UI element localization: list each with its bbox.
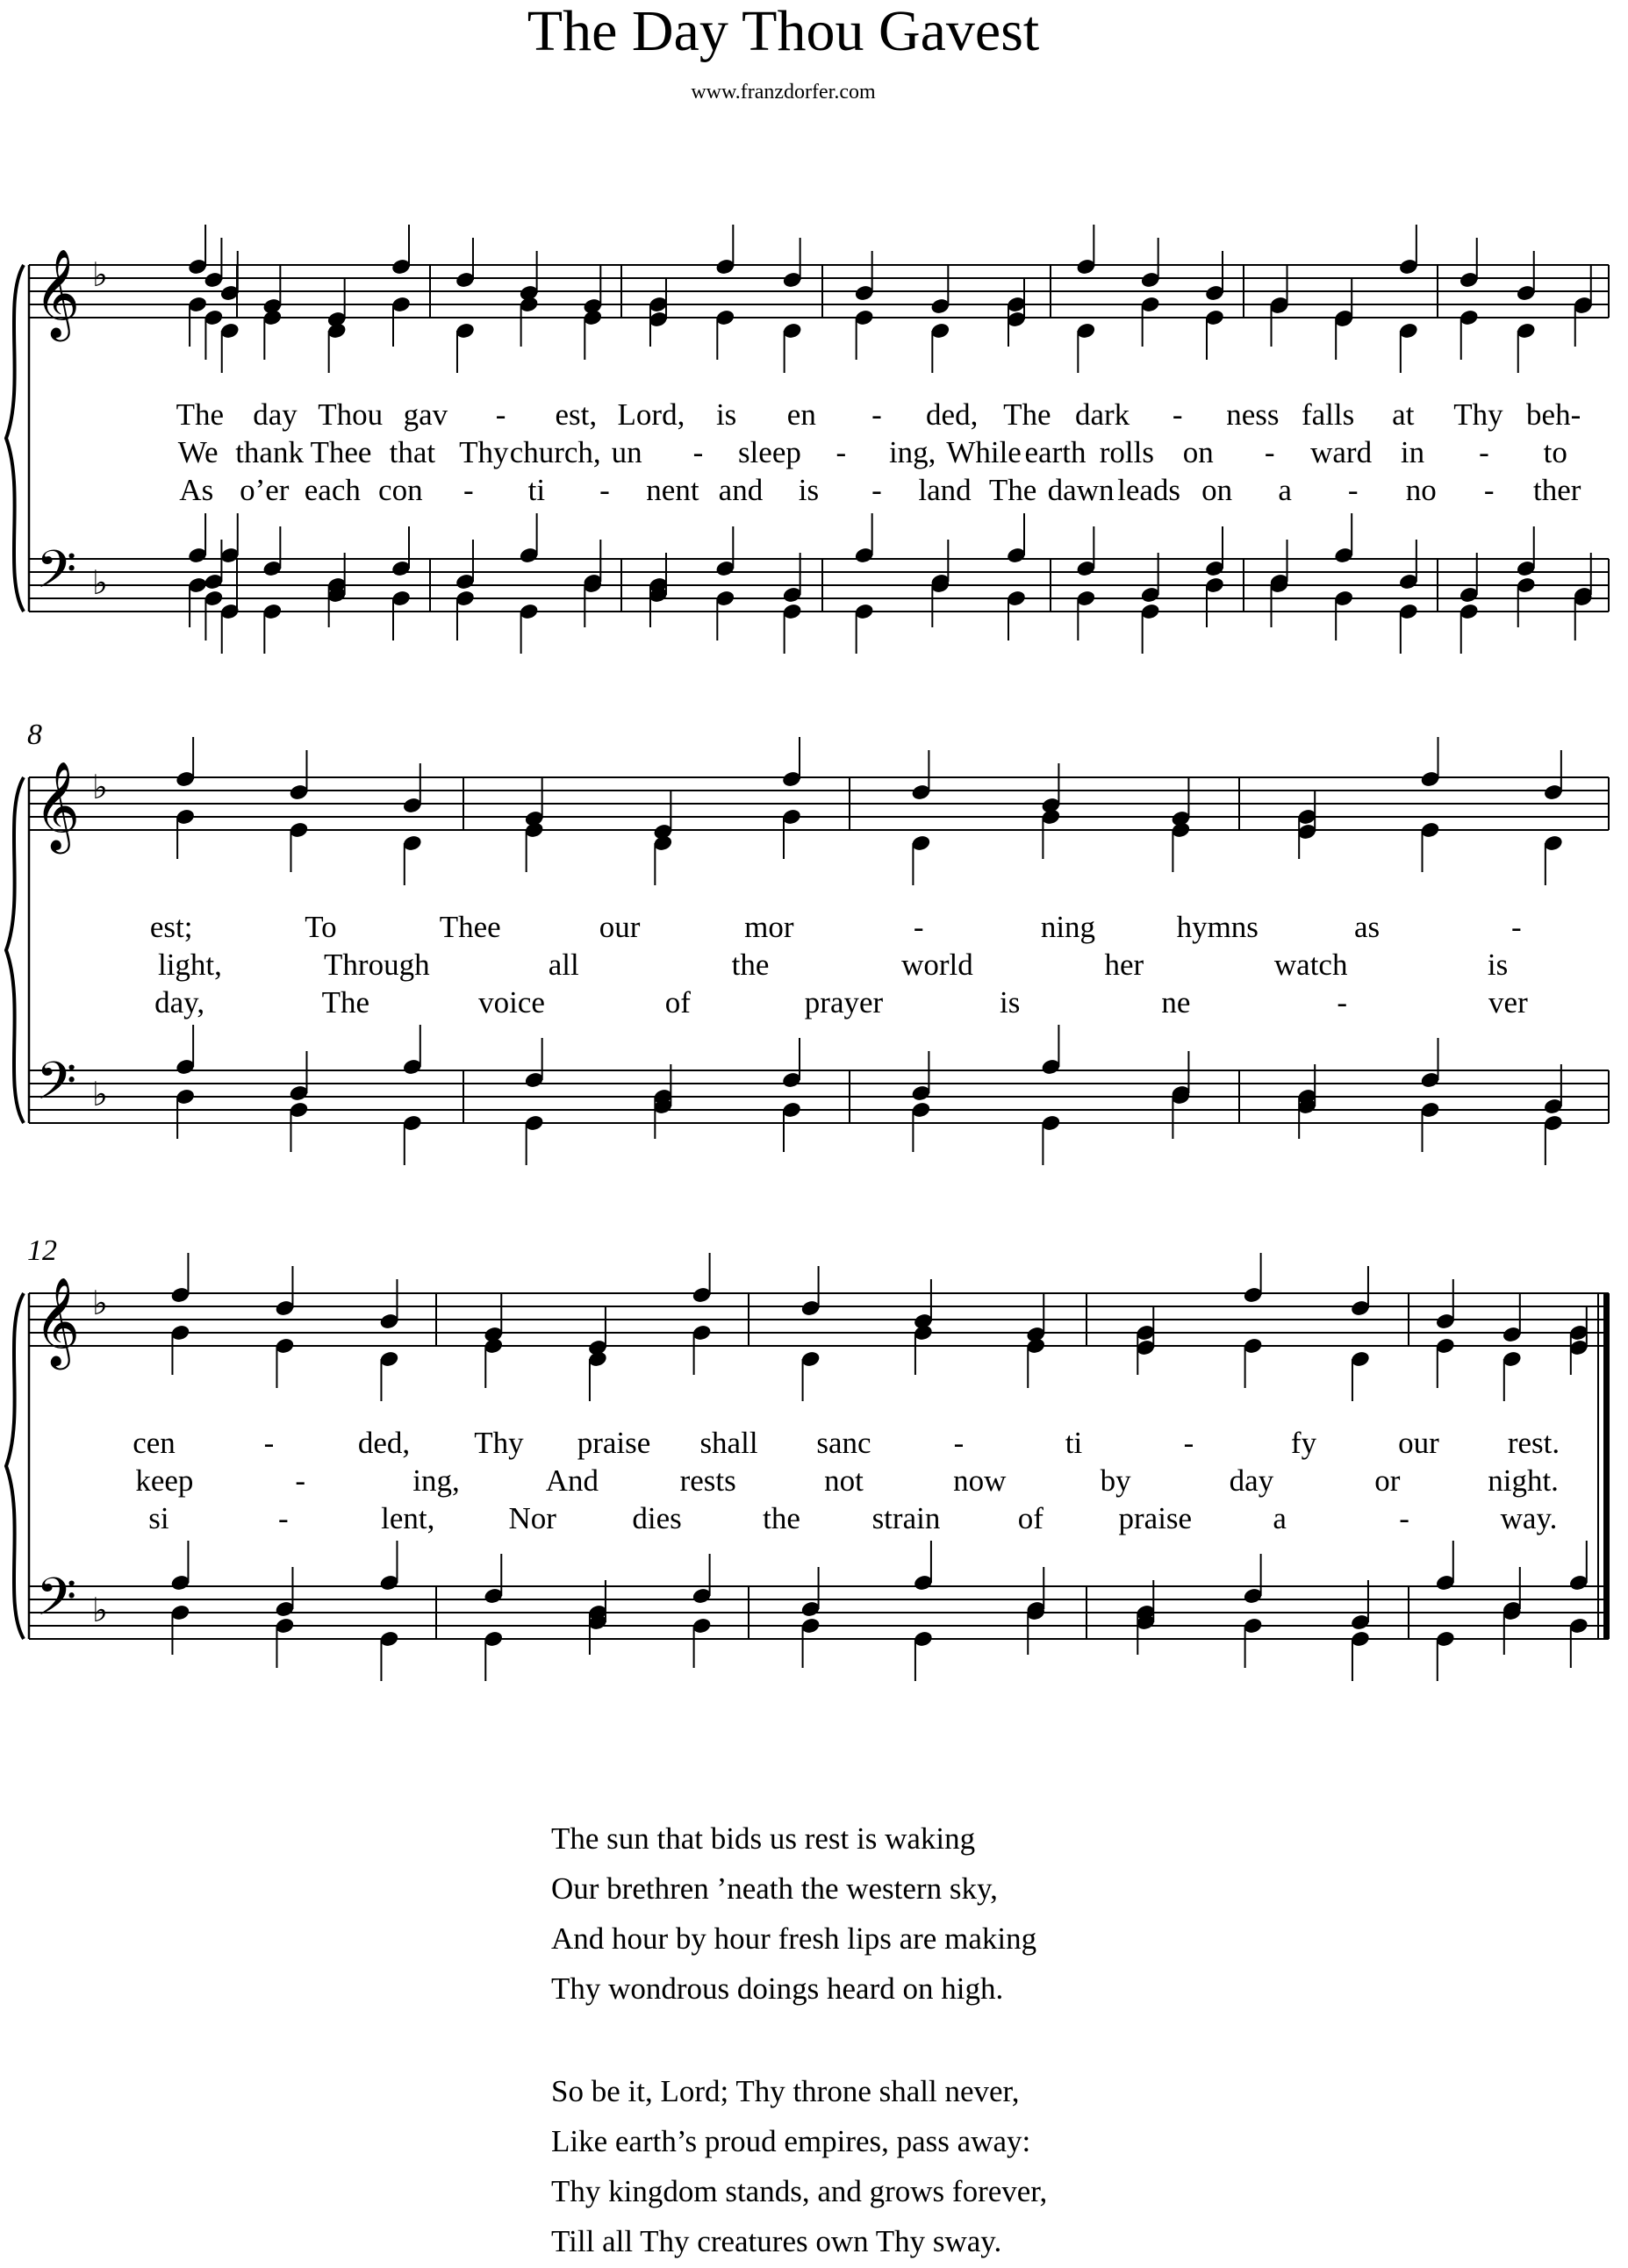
lyric-syllable: Nor xyxy=(508,1501,556,1535)
brace xyxy=(6,1293,24,1639)
lyric-syllable: all xyxy=(548,948,579,982)
lyric-syllable: - xyxy=(1347,473,1359,507)
lyric-syllable: Thou xyxy=(318,397,384,432)
lyric-syllable: nent xyxy=(646,473,699,507)
system-2 xyxy=(6,737,1609,1165)
lyric-syllable: in xyxy=(1400,435,1425,469)
lyric-syllable: gav xyxy=(403,397,448,432)
lyric-syllable: Through xyxy=(324,948,430,982)
treble-clef-icon: 𝄞 xyxy=(34,252,81,337)
lyric-syllable: con xyxy=(378,473,423,507)
lyric-syllable: - xyxy=(1337,985,1347,1020)
lyric-syllable: rolls xyxy=(1099,435,1155,469)
lyric-syllable: is xyxy=(798,473,820,507)
verse-2 xyxy=(551,1821,1036,2007)
lyric-syllable: is xyxy=(1000,985,1021,1020)
lyric-syllable: to xyxy=(1543,435,1567,469)
lyric-syllable: The xyxy=(321,985,370,1020)
lyric-syllable: as xyxy=(1353,910,1381,944)
verse-line: Like earth’s proud empires, pass away: xyxy=(551,2124,1031,2158)
lyric-syllable: - xyxy=(692,435,704,469)
lyric-syllable: and xyxy=(718,473,764,507)
lyric-syllable: - xyxy=(871,473,882,507)
lyric-syllable: ther xyxy=(1533,473,1581,507)
lyric-syllable: beh- xyxy=(1526,397,1581,432)
lyric-syllable: - xyxy=(1183,1426,1194,1460)
flat-icon: ♭ xyxy=(92,769,108,806)
lyric-syllable: dies xyxy=(632,1501,682,1535)
lyric-syllable: way. xyxy=(1500,1501,1558,1535)
lyric-syllable: day xyxy=(253,397,298,432)
page-title: The Day Thou Gavest xyxy=(527,0,1040,63)
flat-icon: ♭ xyxy=(92,1592,108,1629)
lyric-syllable: rest. xyxy=(1507,1426,1560,1460)
lyric-syllable: ne xyxy=(1161,985,1191,1020)
treble-clef-icon: 𝄞 xyxy=(34,1280,81,1365)
lyric-syllable: lent, xyxy=(381,1501,435,1535)
lyric-syllable: not xyxy=(824,1463,864,1498)
treble-clef-icon: 𝄞 xyxy=(34,764,81,849)
lyric-syllable: ing, xyxy=(412,1463,460,1498)
lyric-syllable: Thy xyxy=(474,1426,524,1460)
verse-line: Our brethren ’neath the western sky, xyxy=(551,1871,998,1906)
lyric-syllable: Lord, xyxy=(617,397,685,432)
measure-number: 8 xyxy=(27,719,42,751)
lyric-syllable: day xyxy=(1229,1463,1274,1498)
lyric-syllable: Thy xyxy=(1453,397,1503,432)
flat-icon: ♭ xyxy=(92,257,108,294)
lyric-syllable: - xyxy=(871,397,882,432)
lyric-syllable: - xyxy=(599,473,610,507)
lyric-syllable: or xyxy=(1374,1463,1401,1498)
lyric-syllable: our xyxy=(599,910,641,944)
lyric-syllable: a xyxy=(1273,1501,1287,1535)
lyric-syllable: sleep xyxy=(737,435,801,469)
lyric-syllable: light, xyxy=(157,948,222,982)
verse-line: So be it, Lord; Thy throne shall never, xyxy=(551,2074,1020,2108)
lyric-syllable: by xyxy=(1100,1463,1131,1498)
lyric-syllable: our xyxy=(1398,1426,1439,1460)
lyric-syllable: - xyxy=(1479,435,1489,469)
lyric-syllable: ti xyxy=(1065,1426,1083,1460)
lyric-syllable: ness xyxy=(1226,397,1280,432)
lyric-syllable: - xyxy=(1483,473,1495,507)
lyric-syllable: hymns xyxy=(1176,910,1259,944)
lyric-syllable: ward xyxy=(1310,435,1373,469)
lyric-syllable: day, xyxy=(154,985,205,1020)
lyric-syllable: - xyxy=(913,910,924,944)
lyric-syllable: shall xyxy=(699,1426,758,1460)
lyric-syllable: The xyxy=(988,473,1037,507)
lyric-syllable: church, xyxy=(509,435,601,469)
lyric-syllable: leads xyxy=(1117,473,1181,507)
lyric-syllable: no xyxy=(1405,473,1437,507)
lyric-syllable: thank xyxy=(235,435,304,469)
lyric-syllable: fy xyxy=(1290,1426,1317,1460)
lyric-syllable: As xyxy=(179,473,214,507)
lyric-syllable: Thee xyxy=(310,435,372,469)
lyric-syllable: at xyxy=(1392,397,1415,432)
lyric-syllable: is xyxy=(1487,948,1509,982)
lyric-syllable: the xyxy=(763,1501,800,1535)
lyric-syllable: - xyxy=(1399,1501,1409,1535)
lyric-syllable: Thee xyxy=(439,910,501,944)
bass-clef-icon: 𝄢 xyxy=(36,1053,77,1123)
lyric-syllable: - xyxy=(495,397,506,432)
lyric-syllable: - xyxy=(1172,397,1183,432)
lyric-syllable: sanc xyxy=(816,1426,871,1460)
lyric-syllable: keep xyxy=(135,1463,194,1498)
lyric-syllable: praise xyxy=(577,1426,651,1460)
lyric-syllable: - xyxy=(295,1463,306,1498)
lyric-syllable: - xyxy=(463,473,474,507)
lyric-syllable: And xyxy=(545,1463,599,1498)
lyric-syllable: rests xyxy=(679,1463,736,1498)
flat-icon: ♭ xyxy=(92,1077,108,1113)
lyric-syllable: is xyxy=(715,397,737,432)
measure-number: 12 xyxy=(27,1234,57,1267)
lyric-syllable: falls xyxy=(1301,397,1355,432)
lyric-syllable: We xyxy=(177,435,219,469)
lyric-syllable: - xyxy=(263,1426,275,1460)
lyric-syllable: - xyxy=(1511,910,1522,944)
lyric-syllable: Thy xyxy=(459,435,509,469)
lyric-syllable: world xyxy=(901,948,973,982)
lyric-syllable: prayer xyxy=(804,985,884,1020)
final-barline-thick xyxy=(1603,1293,1610,1639)
lyric-syllable: - xyxy=(278,1501,289,1535)
lyric-syllable: ning xyxy=(1040,910,1096,944)
system-3 xyxy=(6,1253,1610,1681)
verse-line: Thy kingdom stands, and grows forever, xyxy=(551,2174,1048,2208)
lyric-syllable: dawn xyxy=(1047,473,1115,507)
verse-3 xyxy=(551,2074,1047,2259)
lyric-syllable: The xyxy=(176,397,225,432)
lyric-syllable: - xyxy=(953,1426,965,1460)
lyric-syllable: en xyxy=(786,397,816,432)
lyric-syllable: that xyxy=(389,435,436,469)
lyric-syllable: of xyxy=(1017,1501,1043,1535)
lyric-syllable: est, xyxy=(555,397,598,432)
lyric-syllable: mor xyxy=(744,910,794,944)
lyric-syllable: si xyxy=(148,1501,169,1535)
lyric-syllable: strain xyxy=(871,1501,941,1535)
lyric-syllable: ing, xyxy=(888,435,936,469)
website-url: www.franzdorfer.com xyxy=(691,81,876,104)
flat-icon: ♭ xyxy=(92,565,108,602)
lyric-syllable: To xyxy=(305,910,337,944)
lyric-syllable: on xyxy=(1182,435,1214,469)
verse-line: The sun that bids us rest is waking xyxy=(551,1821,976,1856)
lyric-syllable: - xyxy=(1264,435,1275,469)
lyric-syllable: a xyxy=(1278,473,1292,507)
lyric-syllable: of xyxy=(664,985,691,1020)
lyric-syllable: on xyxy=(1201,473,1233,507)
verse-line: Thy wondrous doings heard on high. xyxy=(551,1971,1004,2006)
brace xyxy=(6,265,24,612)
bass-clef-icon: 𝄢 xyxy=(36,1569,77,1639)
lyric-syllable: land xyxy=(918,473,972,507)
lyric-syllable: watch xyxy=(1273,948,1348,982)
lyric-syllable: est; xyxy=(149,910,193,944)
lyric-syllable: cen xyxy=(133,1426,176,1460)
lyric-syllable: While xyxy=(946,435,1022,469)
lyric-syllable: un xyxy=(611,435,642,469)
brace xyxy=(6,777,24,1123)
lyric-syllable: ded, xyxy=(926,397,979,432)
lyric-syllable: praise xyxy=(1118,1501,1193,1535)
lyric-syllable: voice xyxy=(478,985,545,1020)
lyric-syllable: ded, xyxy=(357,1426,411,1460)
lyric-syllable: - xyxy=(836,435,847,469)
lyric-syllable: night. xyxy=(1488,1463,1559,1498)
lyric-syllable: the xyxy=(731,948,770,982)
lyric-syllable: now xyxy=(953,1463,1007,1498)
verse-line: Till all Thy creatures own Thy sway. xyxy=(551,2224,1002,2258)
lyric-syllable: her xyxy=(1104,948,1144,982)
lyric-syllable: ti xyxy=(527,473,546,507)
lyric-syllable: ver xyxy=(1488,985,1528,1020)
lyric-syllable: earth xyxy=(1024,435,1087,469)
lyric-syllable: dark xyxy=(1074,397,1130,432)
lyric-syllable: The xyxy=(1003,397,1051,432)
flat-icon: ♭ xyxy=(92,1285,108,1322)
lyric-syllable: each xyxy=(304,473,361,507)
bass-clef-icon: 𝄢 xyxy=(36,541,77,612)
lyric-syllable: o’er xyxy=(240,473,290,507)
verse-line: And hour by hour fresh lips are making xyxy=(551,1921,1037,1956)
